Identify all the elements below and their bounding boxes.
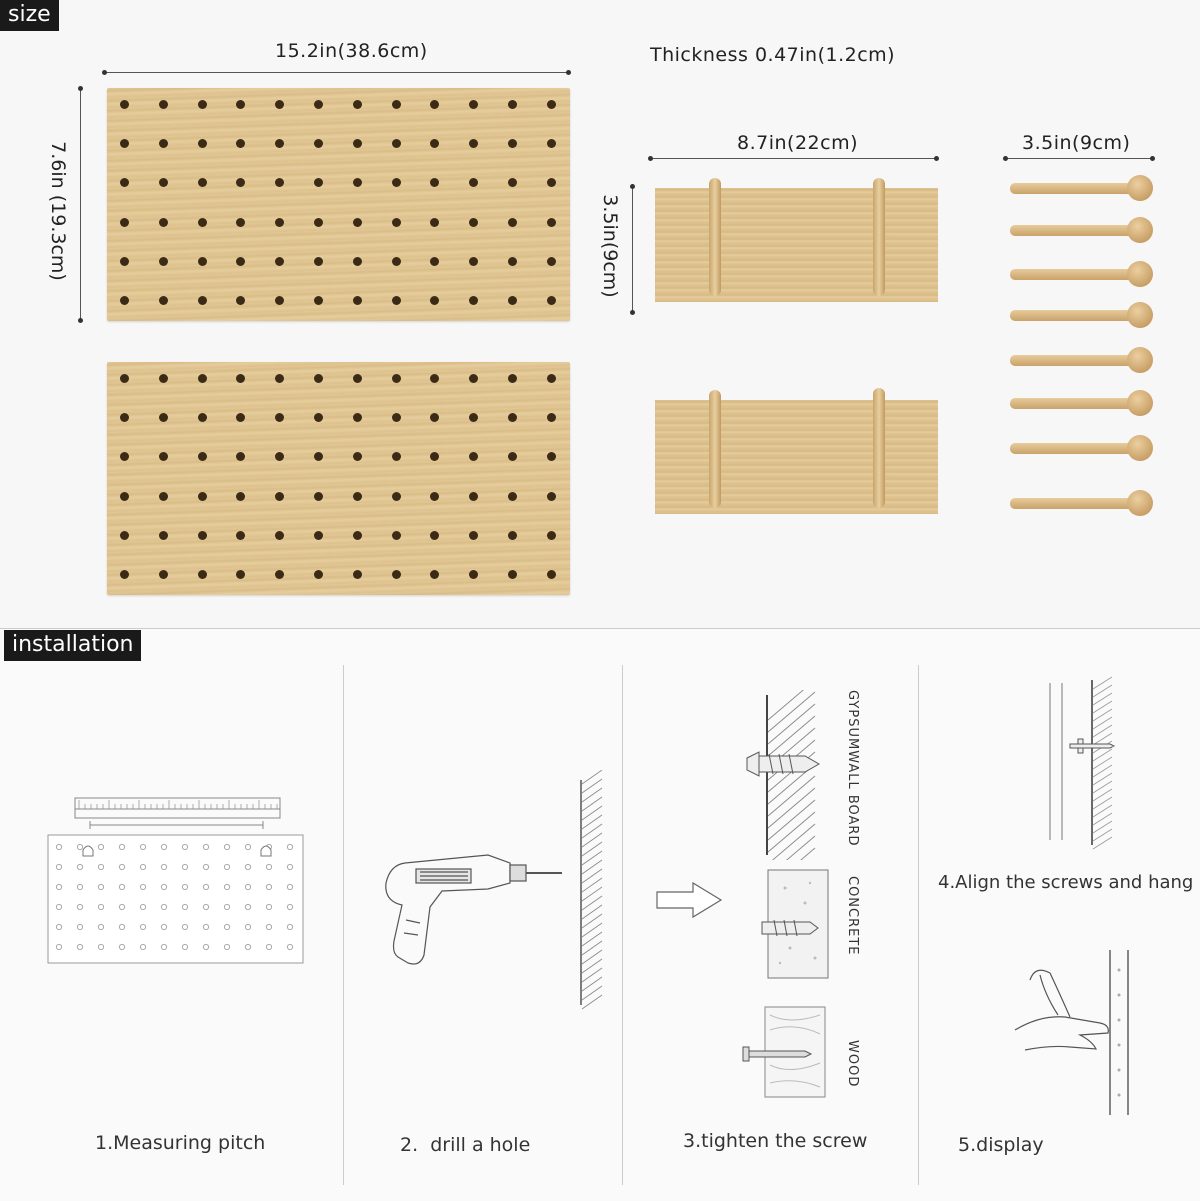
peg-hole [392, 296, 401, 305]
peg-hole [508, 413, 517, 422]
peg-hole [392, 570, 401, 579]
peg-hole [198, 257, 207, 266]
shelf-top [655, 188, 938, 302]
peg-hole [275, 218, 284, 227]
peg-stick [1010, 443, 1135, 454]
peg-stick [1010, 398, 1135, 409]
peg-hole [469, 570, 478, 579]
peg-ball [1127, 490, 1153, 516]
ruler-icon [75, 798, 280, 818]
peg-hole [159, 257, 168, 266]
peg-hole [469, 531, 478, 540]
peg-hole [120, 413, 129, 422]
peg-hole [353, 139, 362, 148]
peg-hole [120, 570, 129, 579]
board-width-label: 15.2in(38.6cm) [275, 40, 428, 62]
material-label-wood: WOOD [845, 1040, 860, 1088]
peg-hole [314, 178, 323, 187]
tick [566, 70, 571, 75]
peg-hole [159, 374, 168, 383]
tick [78, 86, 83, 91]
peg-hole [392, 531, 401, 540]
peg-hole [508, 218, 517, 227]
peg-hole [392, 452, 401, 461]
peg-hole [275, 139, 284, 148]
peg-hole [314, 100, 323, 109]
peg-hole [508, 374, 517, 383]
peg-hole [314, 296, 323, 305]
peg-hole [469, 413, 478, 422]
step-caption-4: 4.Align the screws and hang [938, 872, 1194, 893]
peg-hole [508, 257, 517, 266]
peg-hole [353, 100, 362, 109]
peg-hole [430, 452, 439, 461]
peg-hole [430, 413, 439, 422]
peg-hole [198, 413, 207, 422]
peg-hole [198, 492, 207, 501]
tick [934, 156, 939, 161]
peg-stick [1010, 225, 1135, 236]
peg-hole [198, 374, 207, 383]
peg-hole [236, 531, 245, 540]
peg-hole [547, 492, 556, 501]
peg-hole [236, 139, 245, 148]
peg-hole [275, 531, 284, 540]
peg-hole [275, 492, 284, 501]
thickness-label: Thickness 0.47in(1.2cm) [650, 44, 896, 66]
peg-hole [508, 139, 517, 148]
peg-hole [392, 139, 401, 148]
concrete-illustration [760, 868, 830, 980]
installation-section-tag: installation [4, 630, 141, 661]
shelf-width-label: 8.7in(22cm) [737, 132, 858, 154]
peg-hole [353, 531, 362, 540]
peg-hole [430, 178, 439, 187]
peg-hole [469, 492, 478, 501]
peg-hole [120, 452, 129, 461]
peg-ball [1127, 435, 1153, 461]
peg-hole [430, 218, 439, 227]
peg-hole [314, 139, 323, 148]
peg-ball [1127, 217, 1153, 243]
peg-hole [547, 218, 556, 227]
shelf-dowel [873, 178, 885, 296]
peg-hole [314, 570, 323, 579]
peg-hole [236, 257, 245, 266]
peg-hole [120, 492, 129, 501]
screw-icon [762, 920, 818, 936]
material-label-concrete: CONCRETE [845, 876, 860, 956]
peg-stick [1010, 355, 1135, 366]
peg-hole [159, 413, 168, 422]
peg-hole [392, 492, 401, 501]
peg-hole [314, 413, 323, 422]
peg-hole [236, 296, 245, 305]
measuring-illustration [45, 795, 310, 970]
align-screws-illustration [1040, 675, 1120, 850]
peg-hole [120, 531, 129, 540]
peg-hole [353, 570, 362, 579]
peg-hole [508, 492, 517, 501]
peg-hole [353, 218, 362, 227]
peg-hole [120, 178, 129, 187]
board-width-line [104, 72, 570, 73]
peg-hole [236, 413, 245, 422]
peg-hole [314, 218, 323, 227]
peg-ball [1127, 175, 1153, 201]
peg-hole [392, 413, 401, 422]
tick [1150, 156, 1155, 161]
peg-hole [508, 296, 517, 305]
peg-hole [236, 100, 245, 109]
peg-hole [314, 257, 323, 266]
peg-hole [236, 492, 245, 501]
tick [78, 318, 83, 323]
peg-hole [353, 178, 362, 187]
peg-hole [120, 296, 129, 305]
shelf-dowel [873, 388, 885, 508]
step-caption-5: 5.display [958, 1134, 1044, 1156]
peg-hole [353, 452, 362, 461]
peg-hole [275, 452, 284, 461]
tick [630, 310, 635, 315]
wood-illustration [735, 1005, 830, 1100]
shelf-height-label: 3.5in(9cm) [599, 194, 621, 298]
peg-hole [547, 452, 556, 461]
peg-hole [159, 296, 168, 305]
peg-hole [275, 257, 284, 266]
peg-hole [159, 531, 168, 540]
peg-hole [469, 452, 478, 461]
peg-hole [314, 374, 323, 383]
peg-hole [547, 374, 556, 383]
peg-length-label: 3.5in(9cm) [1022, 132, 1131, 154]
shelf-height-line [632, 186, 633, 314]
size-section-tag: size [0, 0, 59, 31]
peg-hole [159, 570, 168, 579]
peg-hole [392, 178, 401, 187]
peg-hole [198, 178, 207, 187]
shelf-bottom [655, 400, 938, 514]
peg-hole [547, 257, 556, 266]
peg-hole [120, 139, 129, 148]
peg-hole [508, 100, 517, 109]
peg-hole [120, 257, 129, 266]
peg-hole [430, 492, 439, 501]
peg-hole [159, 139, 168, 148]
peg-hole [159, 492, 168, 501]
peg-stick [1010, 183, 1135, 194]
tick [102, 70, 107, 75]
peg-hole [430, 100, 439, 109]
tick [630, 184, 635, 189]
peg-hole [353, 257, 362, 266]
peg-hole [469, 100, 478, 109]
peg-hole [198, 452, 207, 461]
peg-ball [1127, 302, 1153, 328]
peg-hole [236, 374, 245, 383]
peg-hole [392, 257, 401, 266]
peg-hole [159, 100, 168, 109]
step-divider [622, 665, 623, 1185]
peg-hole [198, 570, 207, 579]
peg-ball [1127, 390, 1153, 416]
peg-hole [547, 531, 556, 540]
peg-hole [198, 296, 207, 305]
peg-hole [430, 257, 439, 266]
peg-hole [392, 374, 401, 383]
peg-ball [1127, 347, 1153, 373]
peg-hole [392, 218, 401, 227]
peg-stick [1010, 310, 1135, 321]
board-height-label: 7.6in (19.3cm) [47, 141, 69, 281]
hand-icon [1010, 945, 1140, 1120]
peg-hole [392, 100, 401, 109]
peg-hole [508, 570, 517, 579]
peg-hole [198, 218, 207, 227]
peg-ball [1127, 261, 1153, 287]
peg-hole [236, 218, 245, 227]
peg-hole [508, 531, 517, 540]
peg-hole [275, 178, 284, 187]
peg-hole [198, 100, 207, 109]
peg-hole [314, 531, 323, 540]
peg-hole [314, 452, 323, 461]
peg-hole [547, 570, 556, 579]
peg-hole [430, 374, 439, 383]
peg-hole [275, 570, 284, 579]
shelf-dowel [709, 178, 721, 296]
peg-hole [275, 100, 284, 109]
peg-hole [275, 374, 284, 383]
peg-hole [469, 178, 478, 187]
wall-hatch-icon [578, 770, 608, 1010]
peg-stick [1010, 269, 1135, 280]
peg-hole [159, 178, 168, 187]
peg-length-line [1005, 158, 1153, 159]
drill-icon [380, 845, 570, 975]
peg-hole [430, 296, 439, 305]
pegboard-bottom [107, 362, 570, 595]
peg-hole [469, 257, 478, 266]
peg-hole [314, 492, 323, 501]
screw-icon [747, 752, 819, 776]
peg-hole [120, 100, 129, 109]
pegboard-top [107, 88, 570, 321]
peg-hole [236, 570, 245, 579]
peg-hole [353, 374, 362, 383]
peg-hole [275, 413, 284, 422]
board-height-line [80, 88, 81, 320]
peg-hole [236, 178, 245, 187]
peg-hole [547, 296, 556, 305]
step-caption-3: 3.tighten the screw [683, 1130, 868, 1152]
material-label-gypsum: GYPSUMWALL BOARD [845, 690, 860, 847]
peg-hole [547, 178, 556, 187]
tick [1003, 156, 1008, 161]
step-caption-1: 1.Measuring pitch [95, 1132, 266, 1154]
shelf-width-line [650, 158, 938, 159]
peg-hole [275, 296, 284, 305]
peg-hole [430, 531, 439, 540]
peg-hole [508, 452, 517, 461]
peg-hole [469, 139, 478, 148]
peg-stick [1010, 498, 1135, 509]
shelf-dowel [709, 390, 721, 508]
peg-hole [469, 296, 478, 305]
gypsum-wall-illustration [745, 690, 835, 860]
peg-hole [508, 178, 517, 187]
step-caption-2: 2. drill a hole [400, 1134, 531, 1156]
peg-hole [353, 413, 362, 422]
peg-hole [430, 139, 439, 148]
peg-hole [547, 413, 556, 422]
peg-hole [547, 139, 556, 148]
arrow-right-icon [655, 880, 725, 920]
peg-hole [159, 452, 168, 461]
peg-hole [469, 218, 478, 227]
peg-hole [120, 218, 129, 227]
peg-hole [198, 139, 207, 148]
peg-hole [469, 374, 478, 383]
step-divider [918, 665, 919, 1185]
peg-hole [236, 452, 245, 461]
peg-hole [198, 531, 207, 540]
peg-hole [353, 296, 362, 305]
step-divider [343, 665, 344, 1185]
peg-hole [430, 570, 439, 579]
tick [648, 156, 653, 161]
peg-hole [547, 100, 556, 109]
peg-hole [353, 492, 362, 501]
peg-hole [120, 374, 129, 383]
peg-hole [159, 218, 168, 227]
